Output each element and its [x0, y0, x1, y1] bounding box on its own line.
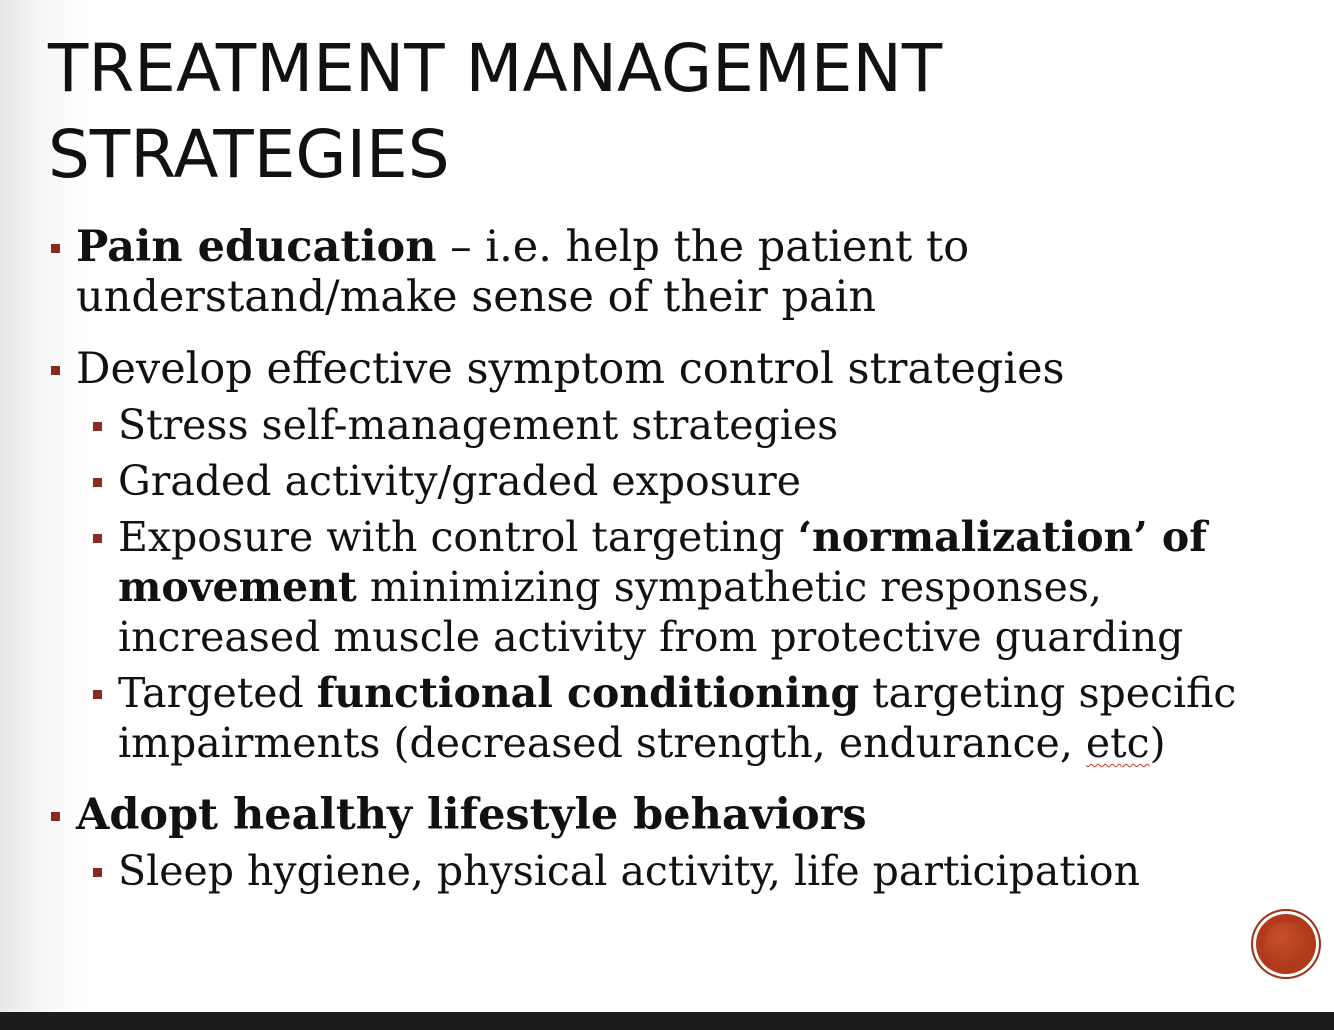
bullet-list — [0, 222, 1334, 896]
sub-bullet-text: targeting specific impairments (decreased strength, endurance, — [118, 669, 1237, 767]
sub-bullet-list — [76, 400, 1274, 768]
sub-bullet-marker — [93, 478, 102, 487]
sub-bullet-marker — [93, 534, 102, 543]
slide-title-line-2: STRATEGIES — [48, 116, 450, 193]
bullet-marker — [51, 812, 60, 821]
bullet-healthy-lifestyle — [0, 790, 1334, 896]
sub-bullet-text: Exposure with control targeting — [118, 513, 798, 561]
bullet-bold-text: Pain education — [76, 222, 437, 272]
sub-bullet-marker — [93, 690, 102, 699]
sub-bullet-text: minimizing sympathetic responses, increased muscle activity from protective guarding — [118, 563, 1184, 661]
slide-title-line-1: TREATMENT MANAGEMENT — [48, 30, 943, 107]
sub-bullet-sleep-hygiene — [76, 846, 1274, 896]
bullet-symptom-control — [0, 344, 1334, 768]
sub-bullet-functional-conditioning — [76, 668, 1274, 768]
sub-bullet-exposure — [76, 512, 1274, 662]
bullet-marker — [51, 366, 60, 375]
sub-bullet-bold-text: functional conditioning — [316, 669, 860, 717]
sub-bullet-marker — [93, 868, 102, 877]
bottom-bar — [0, 1012, 1334, 1030]
bullet-text: Develop effective symptom control strategies — [76, 344, 1065, 394]
sub-bullet-list — [76, 846, 1274, 896]
sub-bullet-text: ) — [1149, 719, 1166, 767]
sub-bullet-bold-text: ‘normalization’ of movement — [118, 513, 1207, 611]
bullet-pain-education — [0, 222, 1334, 322]
bullet-marker — [51, 244, 60, 253]
sub-bullet-graded-activity — [76, 456, 1274, 506]
bullet-text: – i.e. help the patient to understand/make sense of their pain — [76, 222, 970, 322]
sub-bullet-marker — [93, 422, 102, 431]
sub-bullet-text: Sleep hygiene, physical activity, life participation — [118, 847, 1140, 895]
bullet-bold-text: Adopt healthy lifestyle behaviors — [76, 790, 867, 840]
sub-bullet-text: Targeted — [118, 669, 317, 717]
sub-bullet-text: Graded activity/graded exposure — [118, 457, 802, 505]
slide-nav-button[interactable] — [1256, 914, 1316, 974]
spellcheck-flagged-word: etc — [1085, 719, 1150, 767]
slide-title — [48, 26, 942, 198]
sub-bullet-stress — [76, 400, 1274, 450]
sub-bullet-text: Stress self-management strategies — [118, 401, 839, 449]
